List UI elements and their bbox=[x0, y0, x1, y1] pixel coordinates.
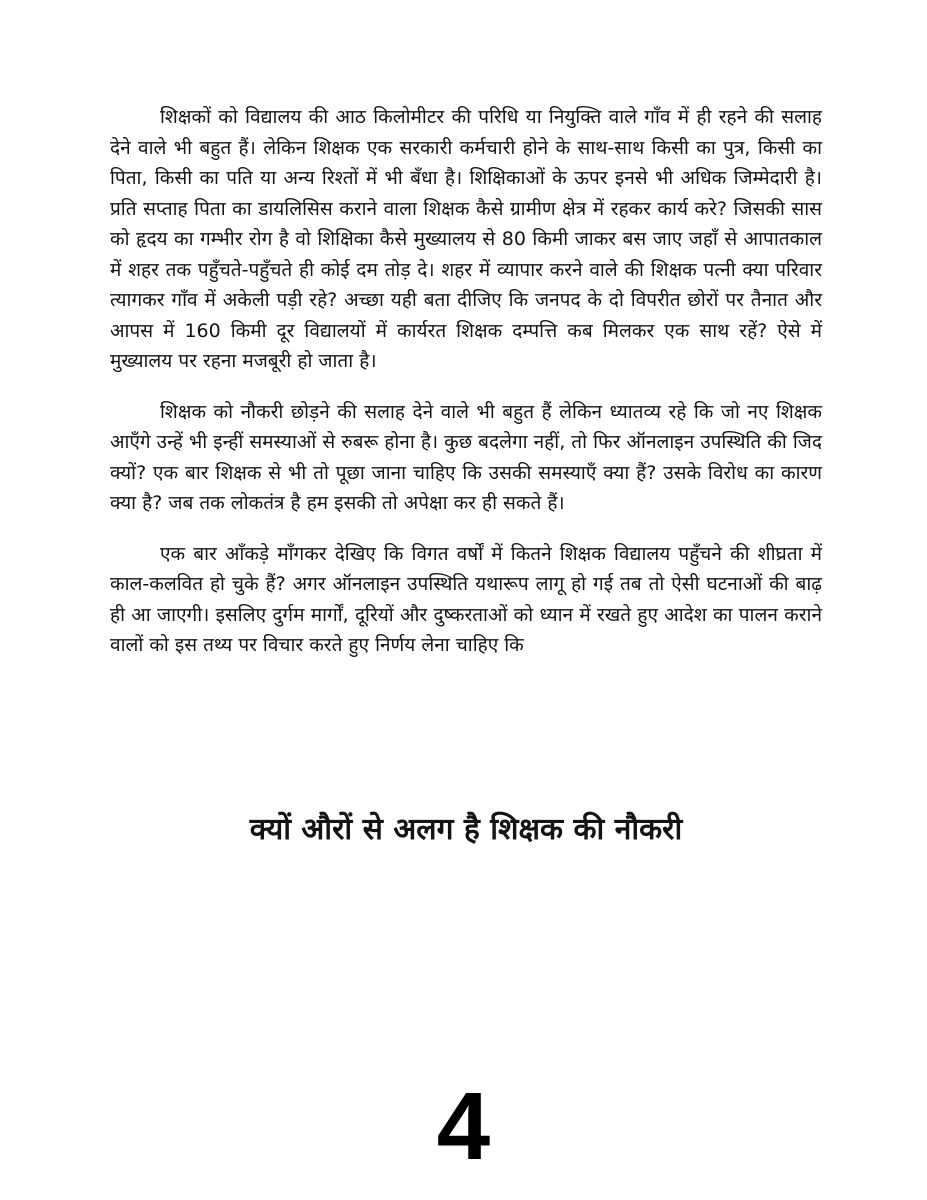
chapter-heading: क्यों औरों से अलग है शिक्षक की नौकरी bbox=[249, 812, 683, 847]
page-number: 4 bbox=[436, 1073, 491, 1180]
paragraph-1: शिक्षकों को विद्यालय की आठ किलोमीटर की परिधि या नियुक्ति वाले गाँव में ही रहने की सलाह देने वाले भी बहुत हैं। लेकिन शिक्षक एक सरकारी कर्मचारी होने के साथ-साथ किसी का पुत्र, किसी का पिता, किसी का पति या अन्य रिश्तों में भी बँधा है। शिक्षिकाओं के ऊपर इनसे भी अधिक जिम्मेदारी है। प्रति सप्ताह पिता का डायलिसिस कराने वाला शिक्षक कैसे ग्रामीण क्षेत्र में रहकर कार्य करे? जिसकी सास को हृदय का गम्भीर रोग है वो शिक्षिका कैसे मुख्यालय से 80 किमी जाकर बस जाए जहाँ से आपातकाल में शहर तक पहुँचते-पहुँचते ही कोई दम तोड़ दे। शहर में व्यापार करने वाले की शिक्षक पत्नी क्या परिवार त्यागकर गाँव में अकेली पड़ी रहे? अच्छा यही बता दीजिए कि जनपद के दो विपरीत छोरों पर तैनात और आपस में 160 किमी दूर विद्यालयों में कार्यरत शिक्षक दम्पत्ति कब मिलकर एक साथ रहें? ऐसे में मुख्यालय पर रहना मजबूरी हो जाता है। bbox=[110, 106, 822, 372]
paragraph-3: एक बार आँकड़े माँगकर देखिए कि विगत वर्षों में कितने शिक्षक विद्यालय पहुँचने की शीघ्रता में काल-कलवित हो चुके हैं? अगर ऑनलाइन उपस्थिति यथारूप लागू हो गई तब तो ऐसी घटनाओं की बाढ़ ही आ जाएगी। इसलिए दुर्गम मार्गों, दूरियों और दुष्करताओं को ध्यान में रखते हुए आदेश का पालन कराने वालों को इस तथ्य पर विचार करते हुए निर्णय लेना चाहिए कि bbox=[110, 542, 822, 656]
paragraph-2: शिक्षक को नौकरी छोड़ने की सलाह देने वाले भी बहुत हैं लेकिन ध्यातव्य रहे कि जो नए शिक्षक आएँगे उन्हें भी इन्हीं समस्याओं से रुबरू होना है। कुछ बदलेगा नहीं, तो फिर ऑनलाइन उपस्थिति की जिद क्यों? एक बार शिक्षक से भी तो पूछा जाना चाहिए कि उसकी समस्याएँ क्या हैं? उसके विरोध का कारण क्या है? जब तक लोकतंत्र है हम इसकी तो अपेक्षा कर ही सकते हैं। bbox=[110, 400, 822, 514]
body-text bbox=[110, 102, 822, 681]
